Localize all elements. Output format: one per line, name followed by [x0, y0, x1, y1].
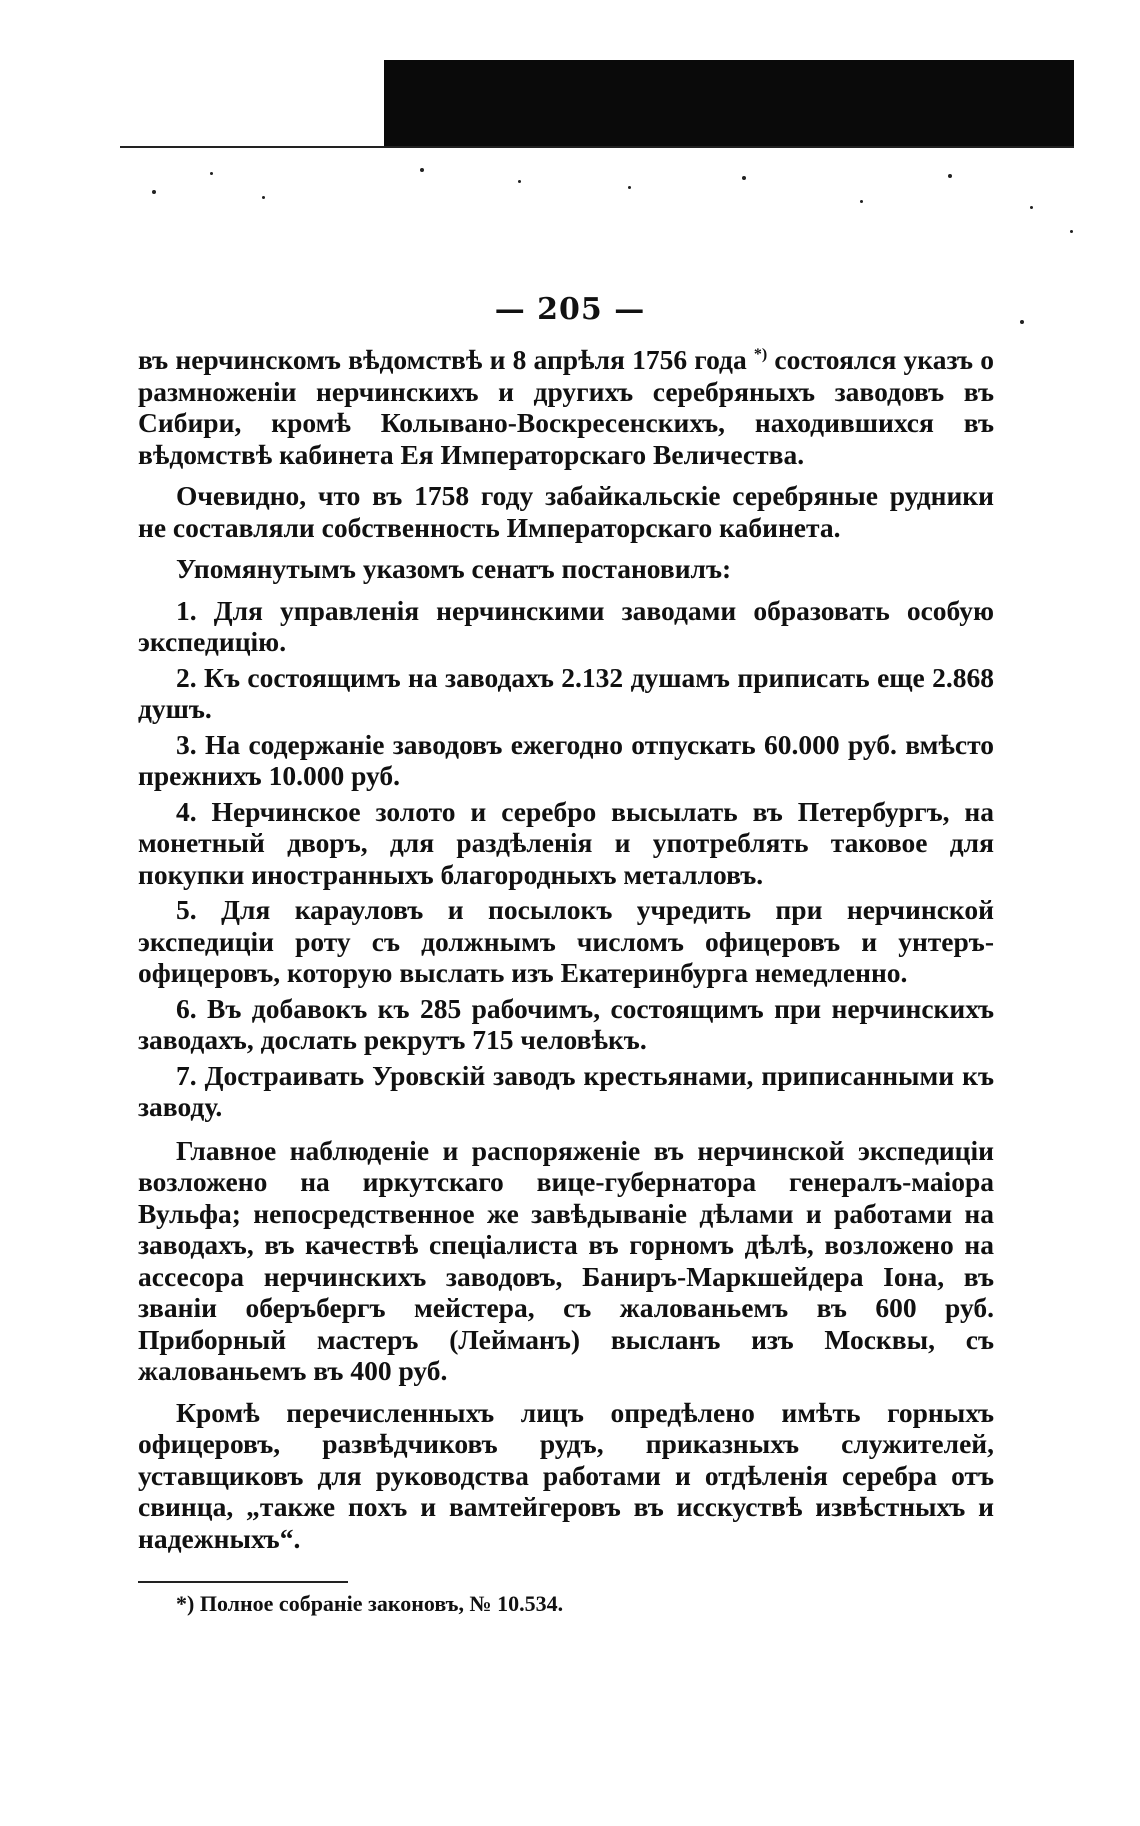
list-item: 5. Для карауловъ и посылокъ учредить при нерчинской экспедиціи роту съ должнымъ числомъ офицеровъ и унтеръ-офицеровъ, которую выслать изъ Екатеринбурга немедленно. — [138, 894, 994, 988]
paragraph-4: Главное наблюденіе и распоряженіе въ нерчинской экспедиціи возложено на иркутскаго вице-губернатора генералъ-маіора Вульфа; непосредственное же завѣдываніе дѣлами и работами на заводахъ, въ качествѣ спеціалиста въ горномъ дѣлѣ, возложено на ассесора нерчинскихъ заводовъ, Баниръ-Маркшейдера Іона, въ званіи оберъбергъ мейстера, съ жалованьемъ въ 600 руб. Приборный мастеръ (Лейманъ) высланъ изъ Москвы, съ жалованьемъ въ 400 руб. — [138, 1134, 994, 1386]
list-item: 7. Достраивать Уровскій заводъ крестьянами, приписанными къ заводу. — [138, 1059, 994, 1122]
body-text — [138, 344, 994, 1564]
footnote-text: Полное собраніе законовъ, № 10.534. — [199, 1591, 564, 1616]
list-item: 2. Къ состоящимъ на заводахъ 2.132 душамъ приписать еще 2.868 душъ. — [138, 661, 994, 724]
paragraph-3: Упомянутымъ указомъ сенатъ постановилъ: — [176, 553, 732, 584]
scan-speck — [742, 176, 746, 180]
footnote-marker-label: *) — [176, 1591, 195, 1616]
paragraph-2: Очевидно, что въ 1758 году забайкальскіе серебряные рудники не составляли собственность Императорскаго кабинета. — [138, 480, 994, 543]
list-item: 3. На содержаніе заводовъ ежегодно отпускать 60.000 руб. вмѣсто прежнихъ 10.000 руб. — [138, 728, 994, 791]
list-item: 1. Для управленія нерчинскими заводами образовать особую экспедицію. — [138, 594, 994, 657]
page-number: — 205 — — [494, 292, 646, 327]
footnote — [176, 1591, 563, 1617]
scan-speck — [262, 196, 265, 199]
scan-speck — [1070, 230, 1073, 233]
scan-speck — [948, 174, 952, 178]
scan-speck — [1030, 206, 1033, 209]
paragraph-1 — [138, 344, 994, 470]
scan-speck — [152, 190, 156, 194]
scan-speck — [518, 180, 521, 183]
scan-speck — [420, 168, 424, 172]
scan-speck — [860, 200, 863, 203]
footnote-rule — [138, 1581, 348, 1583]
scan-speck — [628, 186, 631, 189]
footnote-marker: *) — [753, 345, 768, 363]
paragraph-5: Кромѣ перечисленныхъ лицъ опредѣлено имѣть горныхъ офицеровъ, развѣдчиковъ рудъ, приказныхъ служителей, уставщиковъ для руководства работами и отдѣленія серебра отъ свинца, „также поxъ и вамтейгеровъ въ исскуствѣ извѣстныхъ и надежныхъ“. — [138, 1396, 994, 1554]
scan-artifact-bar — [384, 60, 1074, 148]
list-item: 4. Нерчинское золото и серебро высылать въ Петербургъ, на монетный дворъ, для раздѣленія и употреблять таковое для покупки иностранныхъ благородныхъ металловъ. — [138, 795, 994, 890]
paragraph-1-start: въ нерчинскомъ вѣдомствѣ и 8 апрѣля 1756 года — [138, 344, 747, 375]
paragraph-1-rest: состоялся указъ о размноженіи нерчинскихъ и другихъ серебряныхъ заводовъ въ Сибири, кромѣ Колывано-Воскресенскихъ, находившихся въ вѣдомствѣ кабинета Ея Императорскаго Величества. — [138, 344, 994, 470]
scan-artifact-rule — [120, 146, 1074, 148]
scan-speck — [210, 172, 213, 175]
list-item: 6. Въ добавокъ къ 285 рабочимъ, состоящимъ при нерчинскихъ заводахъ, дослать рекрутъ 715 человѣкъ. — [138, 992, 994, 1055]
